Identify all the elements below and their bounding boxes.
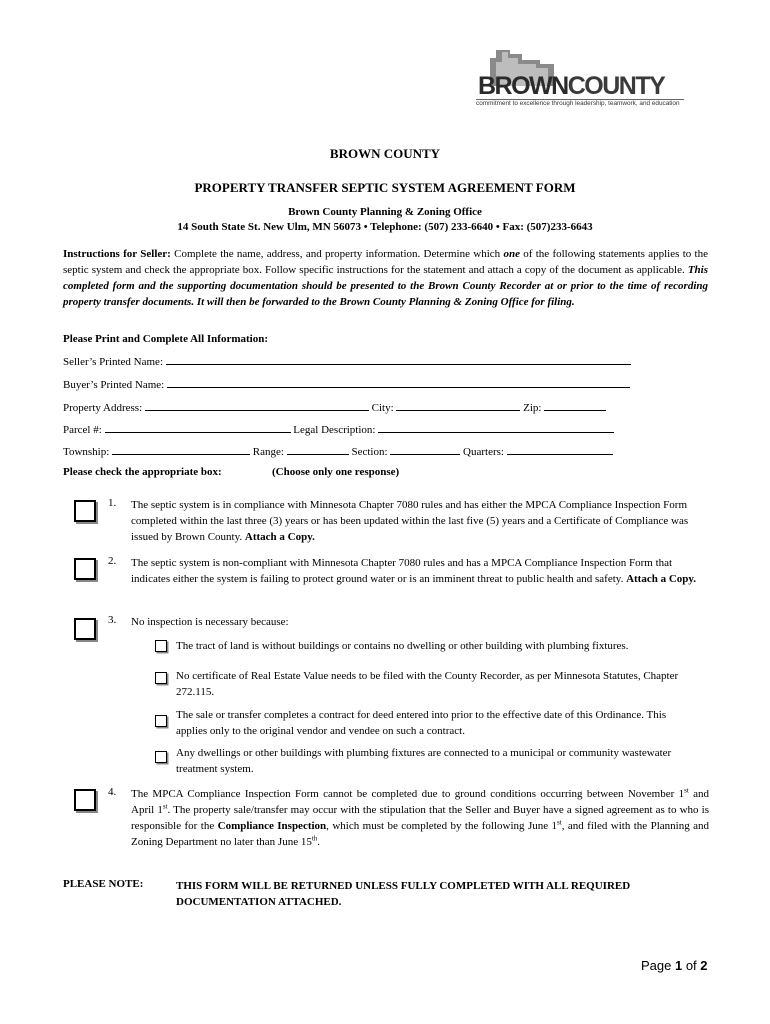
form-title: PROPERTY TRANSFER SEPTIC SYSTEM AGREEMENT FORM xyxy=(194,180,576,195)
buyer-name-label: Buyer’s Printed Name: xyxy=(63,379,165,391)
property-address-field[interactable] xyxy=(145,401,369,411)
option-3-checkbox[interactable] xyxy=(74,618,96,640)
instructions-one: one xyxy=(503,248,520,260)
logo-word-brown: BROWN xyxy=(478,72,568,100)
option-2-checkbox[interactable] xyxy=(74,558,96,580)
county-title: BROWN COUNTY xyxy=(329,146,441,161)
page-total: 2 xyxy=(700,958,708,973)
page-number xyxy=(641,958,708,973)
parcel-row xyxy=(63,423,614,436)
option-1-attach: Attach a Copy. xyxy=(244,531,315,543)
seller-name-label: Seller’s Printed Name: xyxy=(63,356,163,368)
note-text: THIS FORM WILL BE RETURNED UNLESS FULLY COMPLETED WITH ALL REQUIRED DOCUMENTATION ATTACHED. xyxy=(176,880,631,908)
range-label: Range: xyxy=(252,446,284,458)
logo-wordmark xyxy=(478,72,664,101)
sub-option-4-checkbox[interactable] xyxy=(155,751,167,763)
instructions-emphasis: This completed form and the supporting documentation should be presented to the Brown County Recorder at or prior to the time of recording property transfer documents. It will then be forwarded to the Brown County Planning & Zoning Office for filing. xyxy=(63,264,708,308)
option-2-attach: Attach a Copy. xyxy=(626,573,697,585)
sub-option-3-text: The sale or transfer completes a contract for deed entered into prior to the effective date of this Ordinance. This applies only to the original vendor and vendee on such a contract. xyxy=(176,709,667,737)
page-current: 1 xyxy=(674,958,683,973)
city-label: City: xyxy=(371,402,394,414)
fields-heading: Please Print and Complete All Information: xyxy=(63,333,269,345)
quarters-label: Quarters: xyxy=(463,446,504,458)
parcel-field[interactable] xyxy=(105,423,291,433)
office-contact: 14 South State St. New Ulm, MN 56073 • Telephone: (507) 233-6640 • Fax: (507)233-6643 xyxy=(177,221,593,233)
check-label: Please check the appropriate box: xyxy=(63,466,222,478)
option-4-text-f: . xyxy=(317,836,321,848)
instructions-label: Instructions for Seller: xyxy=(63,248,171,260)
page-prefix: Page xyxy=(641,958,675,973)
option-4-text-b: and April 1 xyxy=(131,788,709,816)
legal-description-label: Legal Description: xyxy=(293,424,376,436)
address-row xyxy=(63,401,606,414)
option-4-sup-2: st xyxy=(162,802,168,811)
range-field[interactable] xyxy=(287,445,349,455)
option-4-sup-1: st xyxy=(684,786,689,795)
option-4-text-d: , which must be completed by the following June 1 xyxy=(326,820,558,832)
section-label: Section: xyxy=(351,446,388,458)
option-4-number: 4. xyxy=(108,786,117,798)
check-hint: (Choose only one response) xyxy=(272,466,400,478)
parcel-label: Parcel #: xyxy=(63,424,102,436)
section-field[interactable] xyxy=(390,445,460,455)
property-address-label: Property Address: xyxy=(63,402,143,414)
option-4-sup-4: th xyxy=(311,834,318,843)
sub-option-1-text: The tract of land is without buildings or contains no dwelling or other building with plumbing fixtures. xyxy=(176,640,629,652)
office-name: Brown County Planning & Zoning Office xyxy=(288,206,482,218)
township-label: Township: xyxy=(63,446,110,458)
option-4-bold: Compliance Inspection xyxy=(217,820,327,832)
brown-county-logo xyxy=(472,50,688,108)
option-4-sup-3: st xyxy=(557,818,562,827)
option-3-number: 3. xyxy=(108,614,117,626)
buyer-name-row xyxy=(63,378,630,391)
logo-tagline: commitment to excellence through leadership, teamwork, and education xyxy=(476,100,680,107)
sub-option-1-checkbox[interactable] xyxy=(155,640,167,652)
instructions-text-1: Complete the name, address, and property information. Determine which xyxy=(170,248,504,260)
buyer-name-field[interactable] xyxy=(167,378,630,388)
option-3-text: No inspection is necessary because: xyxy=(131,616,289,628)
seller-instructions xyxy=(63,246,708,310)
seller-name-row xyxy=(63,355,631,368)
option-1-body: The septic system is in compliance with Minnesota Chapter 7080 rules and has either the MPCA Compliance Inspection Form completed within the last three (3) years or has been updated within the last five (5) years and a Certificate of Compliance was issued by Brown County. xyxy=(131,499,689,543)
logo-word-county: COUNTY xyxy=(567,72,665,100)
option-2-text xyxy=(131,555,711,587)
option-1-text xyxy=(131,497,711,545)
option-4-text-e: , and filed with the Planning and Zoning Department no later than June 15 xyxy=(131,820,710,848)
option-4-text-c: . The property sale/transfer may occur with the stipulation that the Seller and Buyer have a signed agreement as to who is responsible for the xyxy=(131,804,709,832)
option-1-checkbox[interactable] xyxy=(74,500,96,522)
sub-option-2-text: No certificate of Real Estate Value needs to be filed with the County Recorder, as per Minnesota Statutes, Chapter 272.115. xyxy=(176,670,679,698)
option-2-body: The septic system is non-compliant with Minnesota Chapter 7080 rules and has a MPCA Compliance Inspection Form that indicates either the system is failing to protect ground water or is an imminent threat to public health and safety. xyxy=(131,557,673,585)
option-4-checkbox[interactable] xyxy=(74,789,96,811)
quarters-field[interactable] xyxy=(507,445,613,455)
option-4-text xyxy=(131,786,709,850)
township-field[interactable] xyxy=(112,445,250,455)
zip-label: Zip: xyxy=(523,402,542,414)
zip-field[interactable] xyxy=(544,401,606,411)
legal-description-field[interactable] xyxy=(378,423,614,433)
sub-option-4-text: Any dwellings or other buildings with plumbing fixtures are connected to a municipal or community wastewater treatment system. xyxy=(176,747,672,775)
seller-name-field[interactable] xyxy=(166,355,631,365)
city-field[interactable] xyxy=(396,401,520,411)
sub-option-2-checkbox[interactable] xyxy=(155,672,167,684)
location-row xyxy=(63,445,613,458)
sub-option-3-checkbox[interactable] xyxy=(155,715,167,727)
page-of: of xyxy=(682,958,701,973)
instructions-text-2: of the following statements applies to the septic system and check the appropriate box. Follow specific instructions for the statement and attach a copy of the document as applicable. xyxy=(63,248,708,276)
note-label: PLEASE NOTE: xyxy=(63,878,144,890)
option-2-number: 2. xyxy=(108,555,117,567)
option-4-text-a: The MPCA Compliance Inspection Form cannot be completed due to ground conditions occurring between November 1 xyxy=(131,788,685,800)
option-1-number: 1. xyxy=(108,497,117,509)
